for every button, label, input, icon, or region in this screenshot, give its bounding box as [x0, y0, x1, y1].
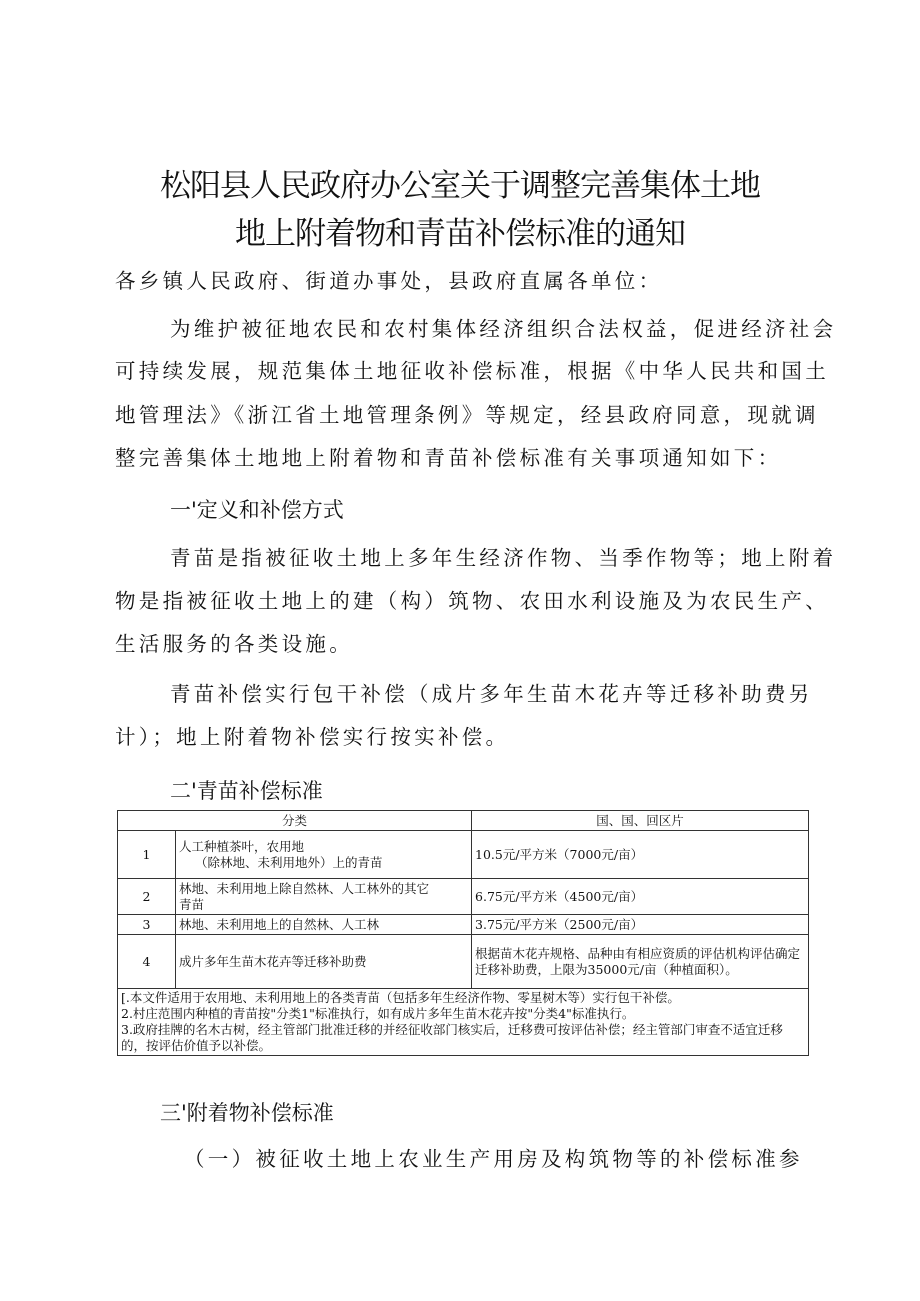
row-standard: 根据苗木花卉规格、品种由有相应资质的评估机构评估确定迁移补助费，上限为35000元/亩（种植面积）。	[472, 935, 809, 989]
section-1-line: 青苗补偿实行包干补偿（成片多年生苗木花卉等迁移补助费另	[170, 682, 813, 706]
row-standard: 10.5元/平方米（7000元/亩）	[472, 831, 809, 879]
title-line-2: 地上附着物和青苗补偿标准的通知	[235, 216, 685, 252]
table-note: 2.村庄范围内种植的青苗按"分类1"标准执行，如有成片多年生苗木花卉按"分类4"标准执行。	[121, 1006, 635, 1021]
table-row	[118, 879, 809, 915]
row-number: 2	[118, 879, 176, 915]
row-category: 林地、未利用地上的自然林、人工林	[176, 915, 472, 935]
row-number: 4	[118, 935, 176, 989]
compensation-table	[117, 810, 809, 1056]
row-number: 1	[118, 831, 176, 879]
section-3-heading: 三'附着物补偿标准	[160, 1101, 334, 1125]
table-row	[118, 915, 809, 935]
intro-line: 为维护被征地农民和农村集体经济组织合法权益，促进经济社会	[170, 317, 837, 341]
row-standard: 6.75元/平方米（4500元/亩）	[472, 879, 809, 915]
column-header-category: 分类	[118, 811, 472, 831]
section-1-line: 青苗是指被征收土地上多年生经济作物、当季作物等；地上附着	[170, 546, 837, 570]
section-1-line: 物是指被征收土地上的建（构）筑物、农田水利设施及为农民生产、	[115, 589, 829, 613]
row-category-line: 人工种植茶叶，农用地	[179, 838, 305, 854]
row-standard: 3.75元/平方米（2500元/亩）	[472, 915, 809, 935]
intro-line: 地管理法》《浙江省土地管理条例》等规定，经县政府同意，现就调	[115, 403, 819, 427]
table-note: 3.政府挂牌的名木古树，经主管部门批准迁移的并经征收部门核实后，迁移费可按评估补偿；经主管部门审查不适宜迁移的，按评估价值予以补偿。	[121, 1022, 783, 1053]
row-category-line: 林地、未利用地上除自然林、人工林外的其它	[179, 880, 430, 896]
row-number: 3	[118, 915, 176, 935]
table-note: [.本文件适用于农用地、未利用地上的各类青苗（包括多年生经济作物、零星树木等）实行包干补偿。	[121, 990, 680, 1005]
salutation: 各乡镇人民政府、街道办事处，县政府直属各单位：	[115, 269, 663, 293]
column-header-standard: 国、国、回区片	[472, 811, 809, 831]
section-3-subheading: （一）被征收土地上农业生产用房及构筑物等的补偿标准参	[184, 1147, 803, 1171]
table-row	[118, 831, 809, 879]
row-category: 成片多年生苗木花卉等迁移补助费	[176, 935, 472, 989]
intro-line: 可持续发展，规范集体土地征收补偿标准，根据《中华人民共和国土	[115, 359, 829, 383]
section-1-heading: 一'定义和补偿方式	[170, 498, 344, 522]
row-category-line: 青苗	[179, 896, 205, 912]
title-line-1: 松阳县人民政府办公室关于调整完善集体土地	[160, 168, 760, 204]
intro-line: 整完善集体土地地上附着物和青苗补偿标准有关事项通知如下：	[115, 446, 782, 470]
table-header-row	[118, 811, 809, 831]
section-1-line: 计）；地上附着物补偿实行按实补偿。	[115, 725, 510, 749]
row-category-line: （除林地、未利用地外）上的青苗	[195, 854, 383, 870]
section-2-heading: 二'青苗补偿标准	[170, 779, 323, 803]
table-notes-row	[118, 989, 809, 1056]
row-category	[176, 831, 472, 879]
table-row	[118, 935, 809, 989]
row-category	[176, 879, 472, 915]
section-1-line: 生活服务的各类设施。	[115, 632, 353, 656]
table-notes	[118, 989, 809, 1056]
